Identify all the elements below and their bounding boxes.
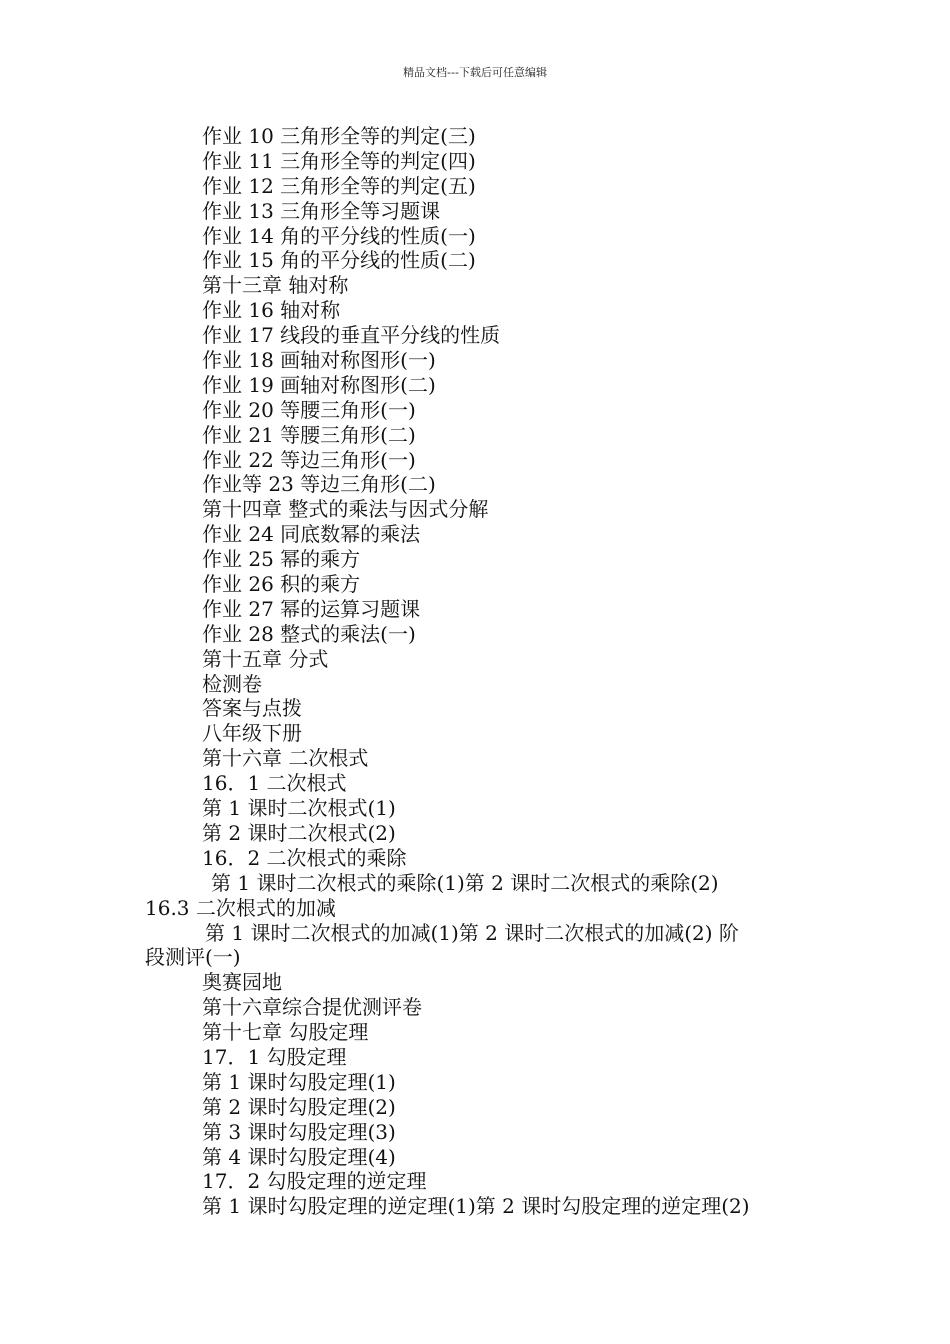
toc-line: 第 4 课时勾股定理(4) [202,1144,396,1169]
toc-line: 答案与点拨 [202,696,302,721]
toc-paragraph-line: 第 1 课时二次根式的乘除(1)第 2 课时二次根式的乘除(2) [211,870,719,895]
chapter-heading: 第十三章 轴对称 [202,273,349,298]
toc-line: 作业等 23 等边三角形(二) [202,472,436,497]
chapter-heading: 第十七章 勾股定理 [202,1020,369,1045]
toc-line: 作业 28 整式的乘法(一) [202,621,416,646]
toc-line: 作业 20 等腰三角形(一) [202,397,416,422]
toc-line: 作业 13 三角形全等习题课 [202,198,441,223]
toc-line: 作业 26 积的乘方 [202,572,361,597]
toc-line: 作业 22 等边三角形(一) [202,447,416,472]
toc-paragraph-line: 段测评(一) [145,945,241,970]
toc-line: 第 1 课时勾股定理(1) [202,1069,396,1094]
toc-line: 第 1 课时二次根式(1) [202,796,396,821]
toc-line: 第 3 课时勾股定理(3) [202,1119,396,1144]
chapter-heading: 第十六章 二次根式 [202,746,369,771]
toc-paragraph-line: 16.3 二次根式的加减 [145,895,336,920]
toc-line: 第 2 课时二次根式(2) [202,820,396,845]
toc-line: 作业 18 画轴对称图形(一) [202,348,436,373]
toc-line: 作业 17 线段的垂直平分线的性质 [202,323,501,348]
toc-line: 作业 25 幂的乘方 [202,547,361,572]
toc-line: 16．2 二次根式的乘除 [202,845,407,870]
toc-line: 作业 21 等腰三角形(二) [202,422,416,447]
toc-line: 作业 14 角的平分线的性质(一) [202,223,476,248]
toc-line: 作业 11 三角形全等的判定(四) [202,148,476,173]
section-heading: 八年级下册 [202,721,302,746]
toc-line: 作业 10 三角形全等的判定(三) [202,124,476,148]
toc-line: 第 1 课时勾股定理的逆定理(1)第 2 课时勾股定理的逆定理(2) [202,1194,750,1219]
toc-line: 作业 12 三角形全等的判定(五) [202,173,476,198]
chapter-heading: 第十五章 分式 [202,646,329,671]
toc-line: 作业 15 角的平分线的性质(二) [202,248,476,273]
toc-line: 作业 16 轴对称 [202,298,341,323]
toc-line: 16．1 二次根式 [202,771,347,796]
toc-paragraph-line: 第 1 课时二次根式的加减(1)第 2 课时二次根式的加减(2) 阶 [205,920,739,945]
document-body [145,124,815,1219]
toc-line: 作业 19 画轴对称图形(二) [202,372,436,397]
toc-line: 第十六章综合提优测评卷 [202,995,422,1020]
toc-line: 作业 24 同底数幂的乘法 [202,522,421,547]
toc-line: 第 2 课时勾股定理(2) [202,1094,396,1119]
toc-line: 17．2 勾股定理的逆定理 [202,1169,427,1194]
toc-line: 作业 27 幂的运算习题课 [202,596,421,621]
toc-line: 检测卷 [202,671,262,696]
chapter-heading: 第十四章 整式的乘法与因式分解 [202,497,489,522]
page-header: 精品文档---下载后可任意编辑 [403,66,547,79]
toc-line: 17．1 勾股定理 [202,1044,347,1069]
toc-line: 奥赛园地 [202,970,282,995]
